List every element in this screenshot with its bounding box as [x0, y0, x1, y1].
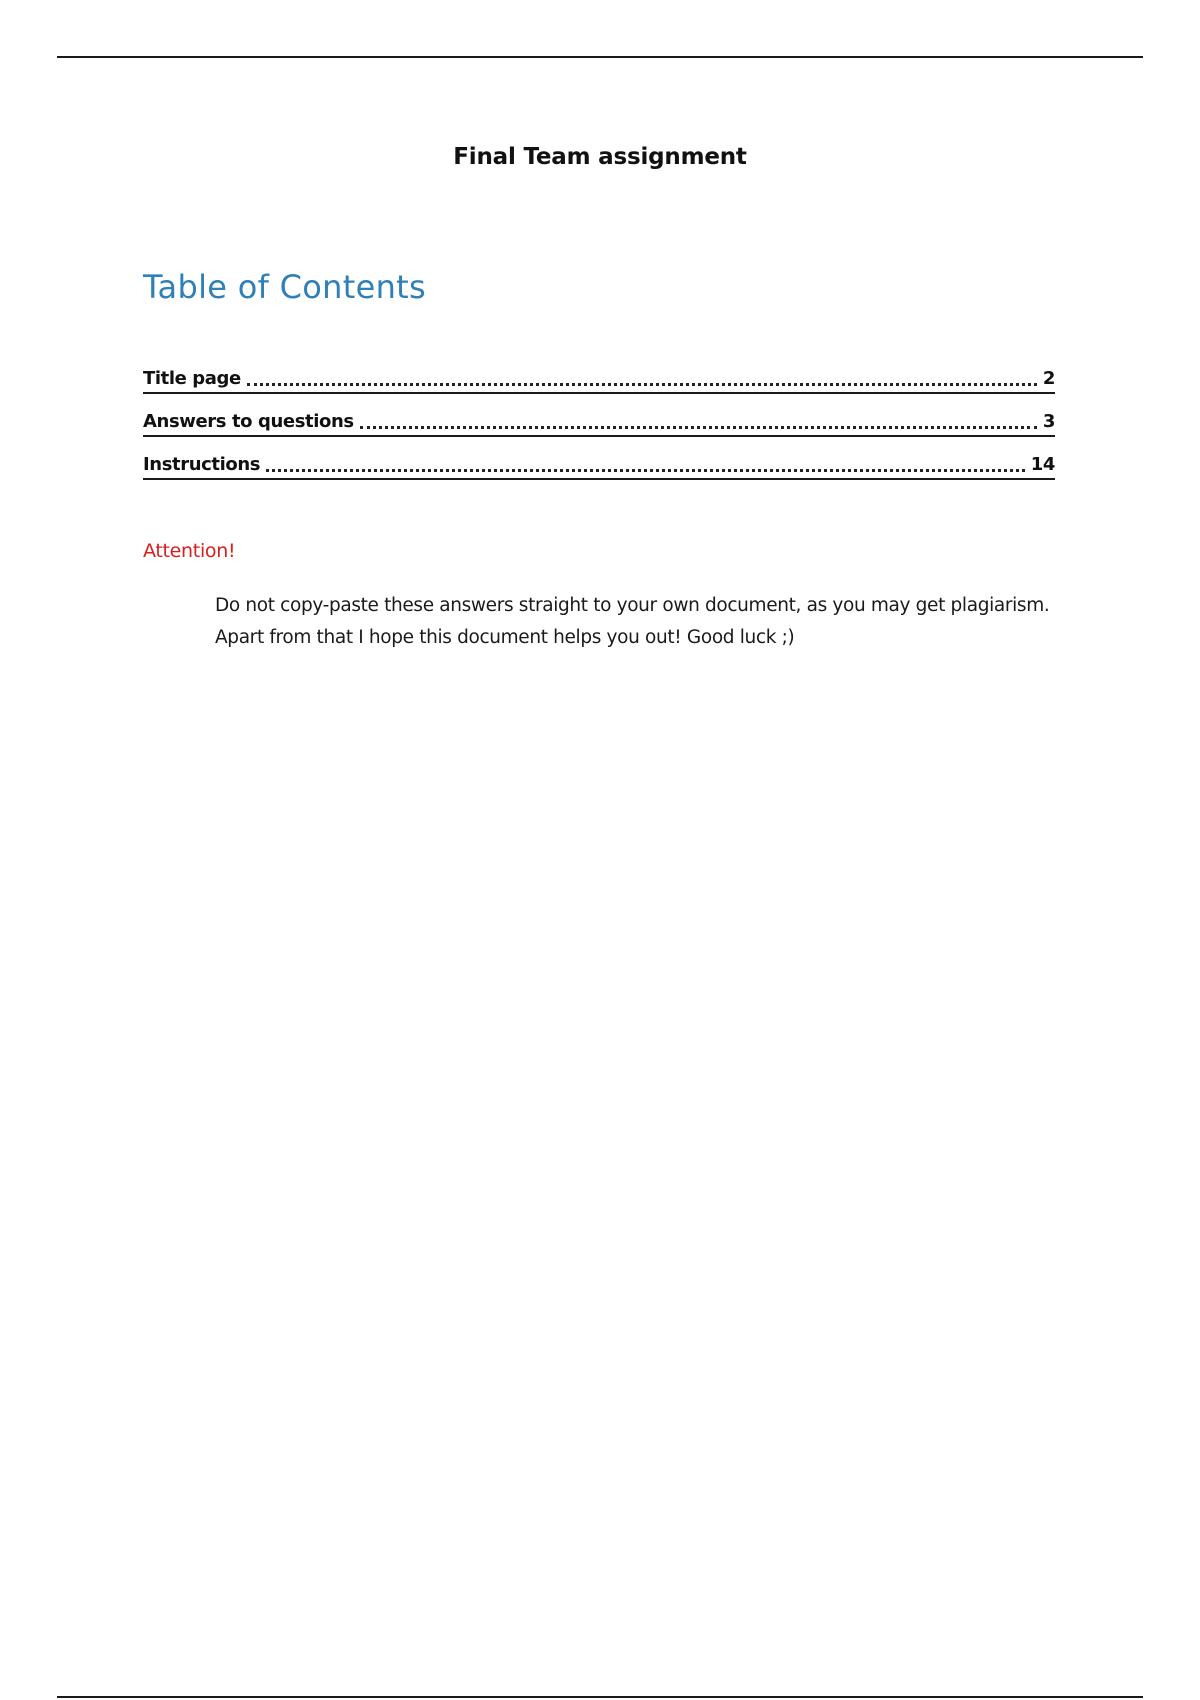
toc-leader-dots	[247, 383, 1037, 386]
toc-entry-instructions[interactable]	[143, 450, 1055, 480]
table-of-contents	[143, 364, 1055, 493]
document-title: Final Team assignment	[453, 144, 747, 170]
note-line: Apart from that I hope this document helps you out! Good luck ;)	[215, 627, 795, 648]
toc-entry-page-number: 14	[1030, 454, 1055, 475]
toc-leader-dots	[266, 469, 1025, 472]
toc-entry-title-page[interactable]	[143, 364, 1055, 394]
bottom-rule	[57, 1696, 1143, 1698]
toc-entry-label: Answers to questions	[143, 411, 354, 432]
toc-heading: Table of Contents	[143, 268, 426, 306]
toc-entry-label: Instructions	[143, 454, 261, 475]
toc-entry-page-number: 2	[1042, 368, 1055, 389]
toc-leader-dots	[360, 426, 1037, 429]
attention-label: Attention!	[143, 540, 236, 562]
toc-entry-page-number: 3	[1042, 411, 1055, 432]
attention-note	[215, 590, 1095, 654]
note-line: Do not copy-paste these answers straight to your own document, as you may get plagiarism.	[215, 595, 1050, 616]
toc-entry-answers-to-questions[interactable]	[143, 407, 1055, 437]
top-rule	[57, 56, 1143, 58]
toc-entry-label: Title page	[143, 368, 241, 389]
